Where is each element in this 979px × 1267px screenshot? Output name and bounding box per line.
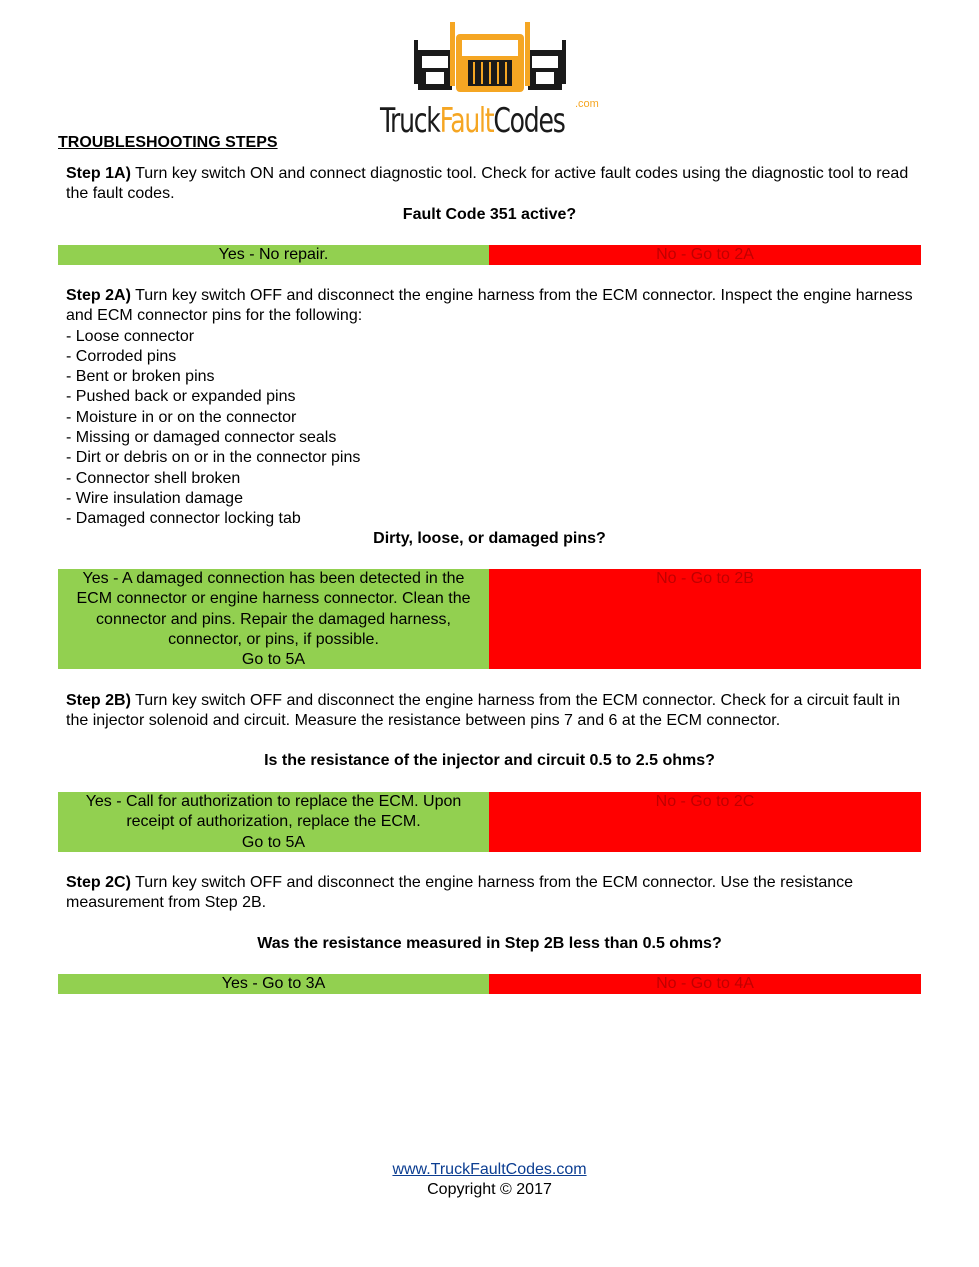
logo-com: .com [575, 98, 599, 110]
list-item: - Wire insulation damage [66, 489, 243, 507]
step-1a-question: Fault Code 351 active? [402, 206, 577, 223]
footer-copyright: Copyright © 2017 [427, 1181, 552, 1198]
answer-yes: Yes - Call for authorization to replace the ECM. Upon receipt of authorization, replace the ECM. Go to 5A [58, 792, 489, 852]
answer-yes: Yes - No repair. [58, 245, 489, 265]
list-item: - Damaged connector locking tab [66, 510, 301, 528]
answer-yes: Yes - A damaged connection has been detected in the ECM connector or engine harness connector. Clean the connector and pins. Repair the damaged harness, connector, or pins, if possible. Go to 5A [58, 569, 489, 669]
list-item: - Moisture in or on the connector [66, 408, 297, 426]
list-item: - Dirt or debris on or in the connector pins [66, 449, 361, 467]
answer-no: No - Go to 2B [489, 569, 921, 669]
answer-no: No - Go to 2A [489, 245, 921, 265]
answer-no: No - Go to 4A [489, 974, 921, 994]
step-2a-question: Dirty, loose, or damaged pins? [373, 530, 606, 547]
list-item: - Loose connector [66, 327, 195, 345]
answer-yes: Yes - Go to 3A [58, 974, 489, 994]
step-2c-question: Was the resistance measured in Step 2B less than 0.5 ohms? [257, 935, 722, 952]
list-item: - Missing or damaged connector seals [66, 429, 337, 447]
answer-no: No - Go to 2C [489, 792, 921, 852]
logo-wordmark: TruckFaultCodes [380, 101, 565, 141]
list-item: - Corroded pins [66, 347, 177, 365]
step-2a-text: Step 2A) Turn key switch OFF and disconnect the engine harness from the ECM connector. Inspect the engine harness and ECM connector pins for the following: - Loose connector - Corroded pins - Bent or broken pins - Pushed back or expanded pins - Moisture in or on the connector - Missing or damaged connector seals - Dirt or debris on or in the connector pins - Connector shell broken - Wire insulation damage - Damaged connector locking tab [66, 286, 916, 530]
step-2a-answers [58, 569, 921, 669]
page-title: TROUBLESHOOTING STEPS [58, 134, 278, 151]
step-2b-question: Is the resistance of the injector and circuit 0.5 to 2.5 ohms? [264, 752, 715, 769]
inspection-list [66, 327, 916, 530]
step-1a-answers [58, 245, 921, 265]
list-item: - Connector shell broken [66, 469, 241, 487]
truck-logo-icon [410, 20, 570, 100]
step-2b-answers [58, 792, 921, 852]
step-2c-text: Step 2C) Turn key switch OFF and disconnect the engine harness from the ECM connector. Use the resistance measurement from Step 2B. [66, 874, 854, 912]
footer-website-link[interactable]: www.TruckFaultCodes.com [392, 1161, 587, 1178]
logo [0, 18, 979, 141]
list-item: - Pushed back or expanded pins [66, 388, 296, 406]
step-1a-text: Step 1A) Turn key switch ON and connect diagnostic tool. Check for active fault codes using the diagnostic tool to read the fault codes. [66, 165, 909, 203]
list-item: - Bent or broken pins [66, 368, 215, 386]
step-2b-text: Step 2B) Turn key switch OFF and disconnect the engine harness from the ECM connector. Check for a circuit fault in the injector solenoid and circuit. Measure the resistance between pins 7 and 6 at the ECM connector. [66, 692, 901, 730]
step-2c-answers [58, 974, 921, 994]
